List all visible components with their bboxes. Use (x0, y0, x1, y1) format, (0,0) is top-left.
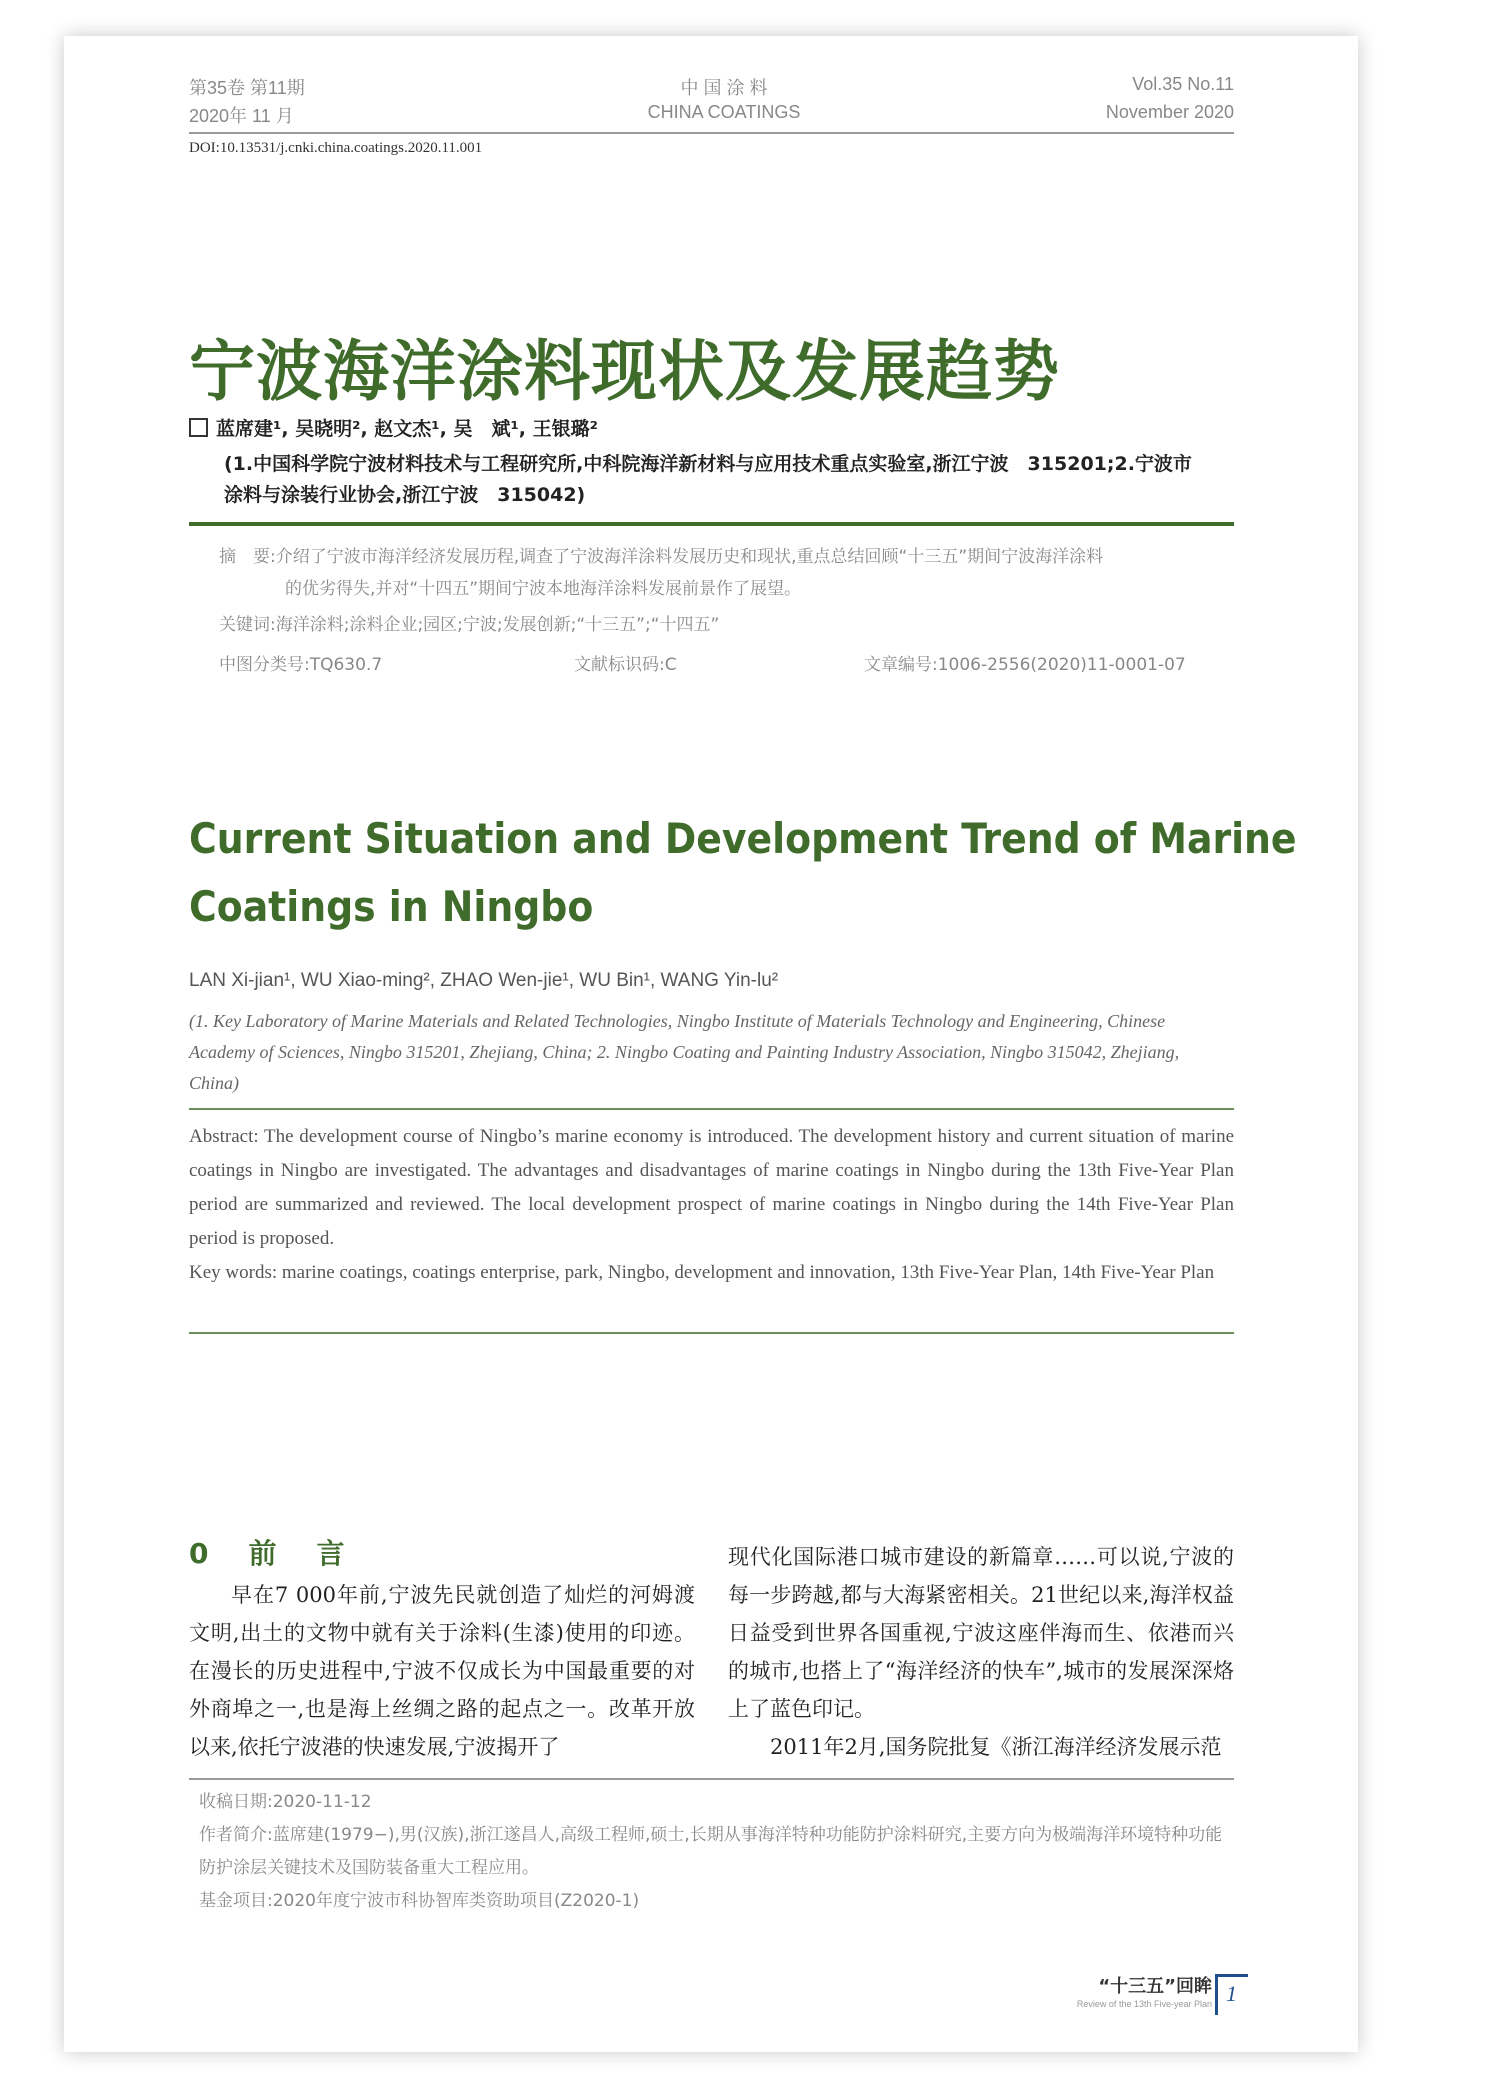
checkbox-icon (189, 418, 208, 437)
header-volume-cn: 第35卷 第11期 (189, 78, 305, 98)
abstract-en-bottom-rule (189, 1332, 1234, 1334)
journal-page (64, 36, 1358, 2052)
footnote-author: 作者简介:蓝席建(1979−),男(汉族),浙江遂昌人,高级工程师,硕士,长期从事海洋特种功能防护涂料研究,主要方向为极端海洋环境特种功能防护涂层关键技术及国防装备重大工程应用。 (199, 1825, 1223, 1878)
abstract-cn-label: 摘 要: (219, 547, 276, 567)
authors-cn-line (189, 414, 598, 441)
authors-en: LAN Xi-jian¹, WU Xiao-ming², ZHAO Wen-jie¹, WU Bin¹, WANG Yin-lu² (189, 970, 779, 991)
abstract-en: Abstract: The development course of Ningbo’s marine economy is introduced. The development history and current situation of marine coatings in Ningbo are investigated. The advantages and disadvantages of marine coatings in Ningbo during the 13th Five-Year Plan period are summarized and reviewed. The local development prospect of marine coatings in Ningbo during the 14th Five-Year Plan period is proposed. (189, 1126, 1234, 1249)
footer-label-cn: “十三五”回眸 (1098, 1976, 1212, 1997)
footnote-received: 收稿日期:2020-11-12 (199, 1792, 372, 1812)
abstract-cn-line-1 (219, 542, 1103, 567)
abstract-en-top-rule (189, 1108, 1234, 1110)
section-heading: 0 前 言 (189, 1537, 351, 1570)
affiliation-cn-2: 涂料与涂装行业协会,浙江宁波 315042) (224, 484, 586, 506)
class-number: 中图分类号:TQ630.7 (219, 655, 383, 675)
footnote-rule (189, 1778, 1234, 1780)
title-en-line-2: Coatings in Ningbo (189, 882, 594, 931)
body-left-column: 早在7 000年前,宁波先民就创造了灿烂的河姆渡文明,出土的文物中就有关于涂料(生漆)使用的印迹。在漫长的历史进程中,宁波不仅成长为中国最重要的对外商埠之一,也是海上丝绸之路的起点之一。改革开放以来,依托宁波港的快速发展,宁波揭开了 (189, 1583, 695, 1759)
doi: DOI:10.13531/j.cnki.china.coatings.2020.11.001 (189, 140, 483, 156)
body-right-column-2: 2011年2月,国务院批复《浙江海洋经济发展示范 (770, 1735, 1222, 1759)
keywords-en: Key words: marine coatings, coatings enterprise, park, Ningbo, development and innovation, 13th Five-Year Plan, 14th Five-Year Plan (189, 1262, 1215, 1283)
title-cn: 宁波海洋涂料现状及发展趋势 (189, 333, 1060, 410)
header-date-cn: 2020年 11 月 (189, 106, 294, 126)
authors-cn: 蓝席建¹, 吴晓明², 赵文杰¹, 吴 斌¹, 王银璐² (216, 418, 598, 440)
affiliation-en: (1. Key Laboratory of Marine Materials and Related Technologies, Ningbo Institute of Materials Technology and Engineering, Chinese Academy of Sciences, Ningbo 315201, Zhejiang, China; 2. Ningbo Coating and Painting Industry Association, Ningbo 315042, Zhejiang, China) (189, 1011, 1180, 1093)
abstract-cn-text-1: 介绍了宁波市海洋经济发展历程,调查了宁波海洋涂料发展历史和现状,重点总结回顾“十三五”期间宁波海洋涂料 (275, 547, 1104, 567)
header-volume-en: Vol.35 No.11 (1132, 74, 1234, 94)
article-number: 文章编号:1006-2556(2020)11-0001-07 (864, 655, 1186, 675)
keywords-cn: 关键词:海洋涂料;涂料企业;园区;宁波;发展创新;“十三五”;“十四五” (219, 615, 720, 635)
abstract-cn-text-2: 的优劣得失,并对“十四五”期间宁波本地海洋涂料发展前景作了展望。 (285, 579, 802, 599)
header-journal-cn: 中 国 涂 料 (680, 78, 768, 98)
title-en-line-1: Current Situation and Development Trend of Marine (189, 814, 1297, 863)
title-rule (189, 522, 1234, 526)
footnote-fund: 基金项目:2020年度宁波市科协智库类资助项目(Z2020-1) (199, 1891, 640, 1911)
affiliation-cn-1: (1.中国科学院宁波材料技术与工程研究所,中科院海洋新材料与应用技术重点实验室,浙江宁波 315201;2.宁波市 (224, 453, 1192, 475)
body-right-column-1: 现代化国际港口城市建设的新篇章……可以说,宁波的每一步跨越,都与大海紧密相关。21世纪以来,海洋权益日益受到世界各国重视,宁波这座伴海而生、依港而兴的城市,也搭上了“海洋经济的快车”,城市的发展深深烙上了蓝色印记。 (728, 1545, 1234, 1721)
document-code: 文献标识码:C (574, 655, 677, 675)
page-number-box (1215, 1974, 1248, 2015)
footer-label-en: Review of the 13th Five-year Plan (1076, 1999, 1212, 2009)
header-date-en: November 2020 (1105, 102, 1234, 122)
page-number: 1 (1226, 1981, 1237, 2006)
header-journal-en: CHINA COATINGS (647, 102, 801, 122)
header-rule (189, 132, 1234, 134)
